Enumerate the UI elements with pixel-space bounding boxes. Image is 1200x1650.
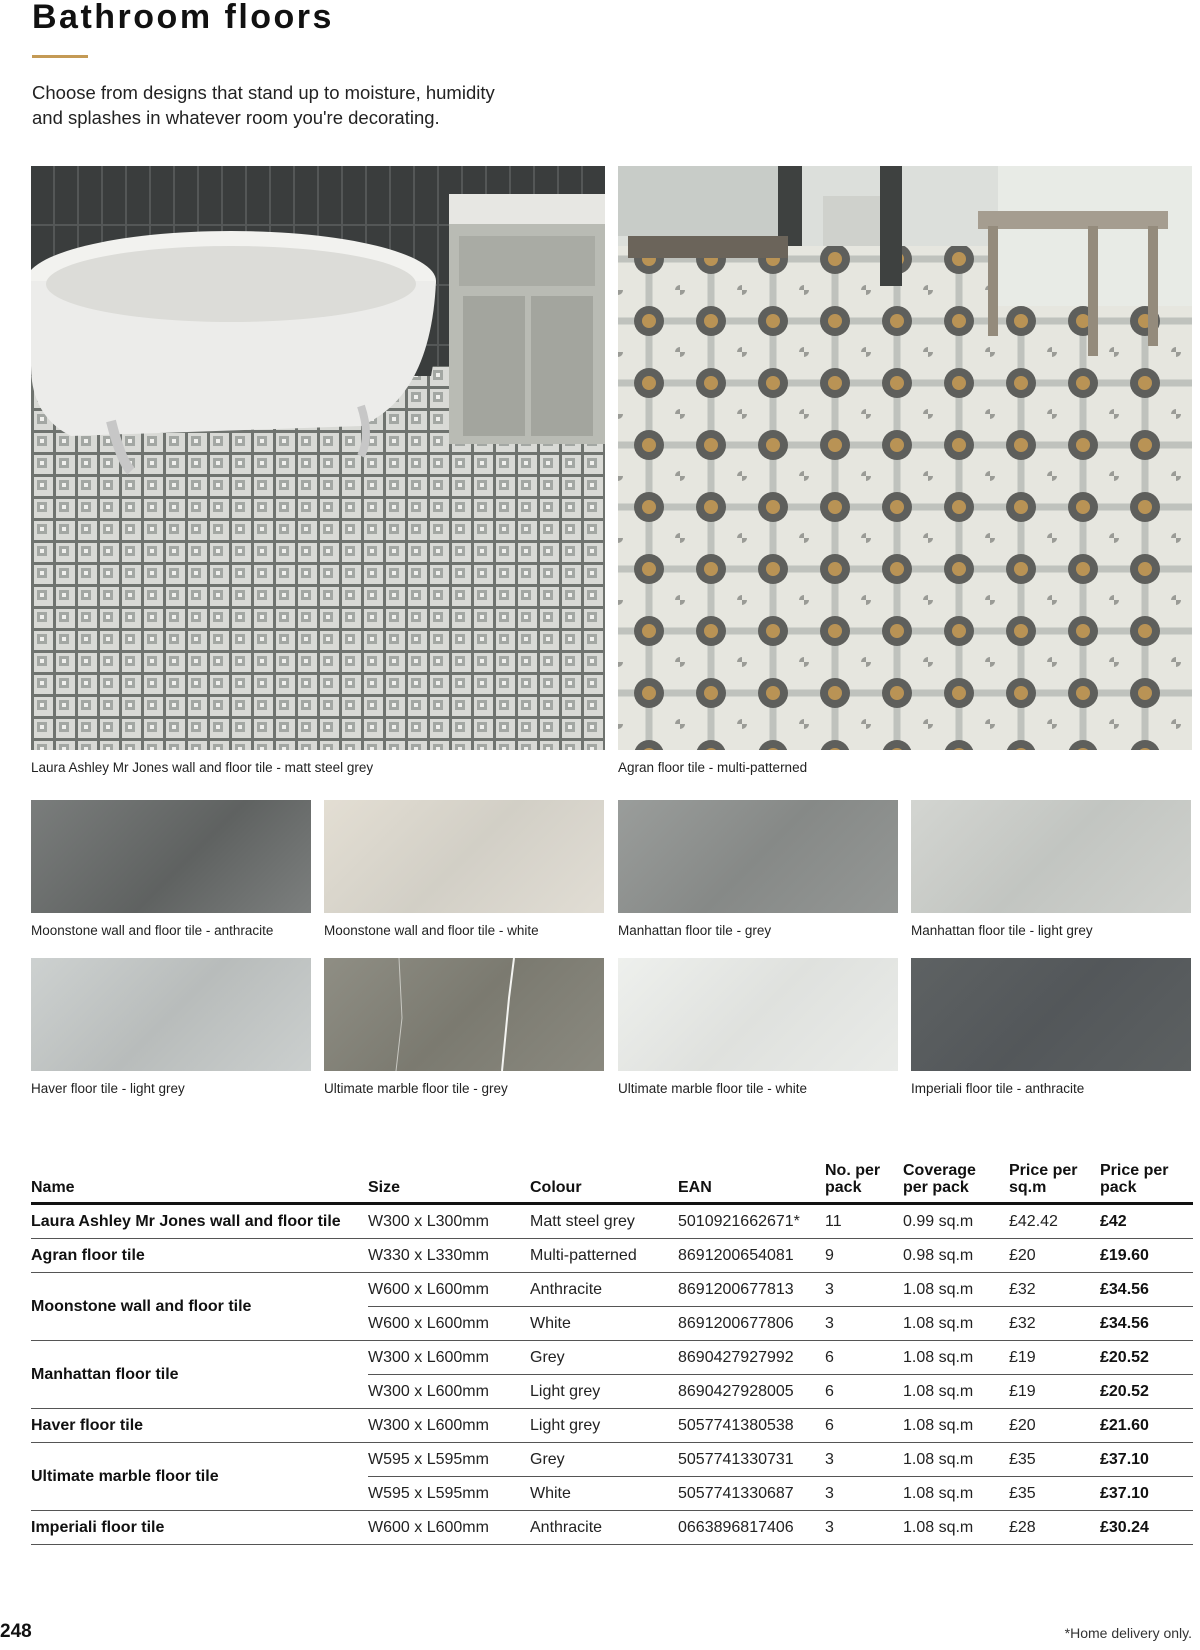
cell-colour: Grey — [530, 1341, 678, 1375]
cell-colour: Anthracite — [530, 1511, 678, 1545]
cell-per-pack: 3 — [825, 1307, 903, 1341]
cell-price-pack: £42 — [1100, 1204, 1193, 1239]
cell-coverage: 1.08 sq.m — [903, 1511, 1009, 1545]
cell-ean: 5010921662671* — [678, 1204, 825, 1239]
swatch-ultimate-marble-grey — [324, 958, 604, 1071]
cell-ean: 0663896817406 — [678, 1511, 825, 1545]
cell-price-sqm: £20 — [1009, 1409, 1100, 1443]
swatch-haver-light-grey — [31, 958, 311, 1071]
intro-text — [32, 80, 632, 130]
cell-price-pack: £20.52 — [1100, 1341, 1193, 1375]
cell-coverage: 1.08 sq.m — [903, 1477, 1009, 1511]
cell-per-pack: 6 — [825, 1409, 903, 1443]
cell-price-sqm: £32 — [1009, 1273, 1100, 1307]
table-row — [31, 1341, 1193, 1375]
cell-name: Manhattan floor tile — [31, 1341, 368, 1409]
cell-per-pack: 6 — [825, 1341, 903, 1375]
cell-name: Laura Ashley Mr Jones wall and floor tile — [31, 1204, 368, 1239]
photo-agran-hallway — [618, 166, 1192, 750]
cell-name: Ultimate marble floor tile — [31, 1443, 368, 1511]
cell-price-sqm: £20 — [1009, 1239, 1100, 1273]
cell-price-pack: £34.56 — [1100, 1273, 1193, 1307]
cell-price-pack: £30.24 — [1100, 1511, 1193, 1545]
cell-price-pack: £21.60 — [1100, 1409, 1193, 1443]
cell-price-sqm: £35 — [1009, 1443, 1100, 1477]
header-line: sq.m — [1009, 1179, 1047, 1196]
cell-per-pack: 3 — [825, 1477, 903, 1511]
cell-coverage: 1.08 sq.m — [903, 1409, 1009, 1443]
cell-price-sqm: £32 — [1009, 1307, 1100, 1341]
photo-mr-jones-bathroom — [31, 166, 605, 750]
cell-per-pack: 3 — [825, 1511, 903, 1545]
header-line: Coverage — [903, 1162, 976, 1179]
swatch-imperiali-anthracite — [911, 958, 1191, 1071]
cell-ean: 8690427927992 — [678, 1341, 825, 1375]
cell-price-pack: £19.60 — [1100, 1239, 1193, 1273]
cell-price-pack: £37.10 — [1100, 1477, 1193, 1511]
swatch-caption: Ultimate marble floor tile - white — [618, 1081, 808, 1096]
col-header-coverage — [903, 1162, 1009, 1204]
header-line: Price per — [1100, 1162, 1169, 1179]
bathroom-image — [31, 166, 605, 750]
swatch-manhattan-grey — [618, 800, 898, 913]
cell-per-pack: 3 — [825, 1273, 903, 1307]
swatch-manhattan-light-grey — [911, 800, 1191, 913]
cell-coverage: 0.98 sq.m — [903, 1239, 1009, 1273]
cell-colour: Light grey — [530, 1409, 678, 1443]
cell-ean: 5057741330687 — [678, 1477, 825, 1511]
col-header-ean: EAN — [678, 1162, 825, 1204]
cell-size: W300 x L600mm — [368, 1341, 530, 1375]
footnote: *Home delivery only. — [1064, 1625, 1192, 1641]
table-row — [31, 1204, 1193, 1239]
title-accent-rule — [32, 55, 88, 58]
hallway-image — [618, 166, 1192, 750]
cell-ean: 8691200654081 — [678, 1239, 825, 1273]
col-header-colour: Colour — [530, 1162, 678, 1204]
cell-coverage: 1.08 sq.m — [903, 1307, 1009, 1341]
table-row — [31, 1443, 1193, 1477]
col-header-name: Name — [31, 1162, 368, 1204]
col-header-no-per-pack — [825, 1162, 903, 1204]
cell-ean: 8690427928005 — [678, 1375, 825, 1409]
table-row — [31, 1409, 1193, 1443]
photo-caption-mr-jones: Laura Ashley Mr Jones wall and floor tile - matt steel grey — [31, 760, 374, 775]
cell-price-pack: £34.56 — [1100, 1307, 1193, 1341]
cell-coverage: 1.08 sq.m — [903, 1443, 1009, 1477]
cell-price-sqm: £28 — [1009, 1511, 1100, 1545]
cell-size: W300 x L600mm — [368, 1409, 530, 1443]
swatch-caption: Moonstone wall and floor tile - anthracite — [31, 923, 274, 938]
cell-price-pack: £37.10 — [1100, 1443, 1193, 1477]
cell-colour: Light grey — [530, 1375, 678, 1409]
cell-name: Imperiali floor tile — [31, 1511, 368, 1545]
cell-coverage: 1.08 sq.m — [903, 1273, 1009, 1307]
cell-colour: White — [530, 1307, 678, 1341]
cell-colour: Grey — [530, 1443, 678, 1477]
cell-size: W330 x L330mm — [368, 1239, 530, 1273]
page-number: 248 — [0, 1621, 32, 1642]
table-row — [31, 1511, 1193, 1545]
cell-ean: 8691200677806 — [678, 1307, 825, 1341]
cell-coverage: 1.08 sq.m — [903, 1375, 1009, 1409]
col-header-price-sqm — [1009, 1162, 1100, 1204]
cell-price-sqm: £19 — [1009, 1341, 1100, 1375]
col-header-price-pack — [1100, 1162, 1193, 1204]
swatch-moonstone-white — [324, 800, 604, 913]
cell-size: W300 x L300mm — [368, 1204, 530, 1239]
col-header-size: Size — [368, 1162, 530, 1204]
page-title: Bathroom floors — [32, 0, 334, 36]
cell-size: W300 x L600mm — [368, 1375, 530, 1409]
cell-price-sqm: £42.42 — [1009, 1204, 1100, 1239]
cell-colour: Matt steel grey — [530, 1204, 678, 1239]
swatch-caption: Moonstone wall and floor tile - white — [324, 923, 539, 938]
cell-per-pack: 6 — [825, 1375, 903, 1409]
photo-caption-agran: Agran floor tile - multi-patterned — [618, 760, 808, 775]
cell-price-sqm: £35 — [1009, 1477, 1100, 1511]
cell-name: Moonstone wall and floor tile — [31, 1273, 368, 1341]
intro-line-2: and splashes in whatever room you're decorating. — [32, 107, 440, 128]
swatch-caption: Manhattan floor tile - grey — [618, 923, 772, 938]
table-row — [31, 1273, 1193, 1307]
header-line: per pack — [903, 1179, 969, 1196]
cell-size: W595 x L595mm — [368, 1443, 530, 1477]
intro-line-1: Choose from designs that stand up to moisture, humidity — [32, 82, 495, 103]
header-line: No. per — [825, 1162, 881, 1179]
product-spec-table — [31, 1162, 1193, 1545]
cell-colour: Multi-patterned — [530, 1239, 678, 1273]
swatch-caption: Imperiali floor tile - anthracite — [911, 1081, 1085, 1096]
cell-colour: White — [530, 1477, 678, 1511]
swatch-moonstone-anthracite — [31, 800, 311, 913]
marble-vein — [324, 958, 604, 1071]
cell-ean: 8691200677813 — [678, 1273, 825, 1307]
cell-price-sqm: £19 — [1009, 1375, 1100, 1409]
swatch-caption: Manhattan floor tile - light grey — [911, 923, 1093, 938]
cell-colour: Anthracite — [530, 1273, 678, 1307]
cell-price-pack: £20.52 — [1100, 1375, 1193, 1409]
cell-name: Haver floor tile — [31, 1409, 368, 1443]
table-header-row — [31, 1162, 1193, 1204]
cell-size: W600 x L600mm — [368, 1511, 530, 1545]
header-line: Price per — [1009, 1162, 1078, 1179]
cell-size: W600 x L600mm — [368, 1307, 530, 1341]
header-line: pack — [825, 1179, 862, 1196]
cell-size: W595 x L595mm — [368, 1477, 530, 1511]
swatch-ultimate-marble-white — [618, 958, 898, 1071]
cell-per-pack: 11 — [825, 1204, 903, 1239]
cell-coverage: 1.08 sq.m — [903, 1341, 1009, 1375]
swatch-caption: Haver floor tile - light grey — [31, 1081, 185, 1096]
cell-size: W600 x L600mm — [368, 1273, 530, 1307]
swatch-caption: Ultimate marble floor tile - grey — [324, 1081, 508, 1096]
cell-name: Agran floor tile — [31, 1239, 368, 1273]
cell-per-pack: 3 — [825, 1443, 903, 1477]
header-line: pack — [1100, 1179, 1137, 1196]
cell-ean: 5057741380538 — [678, 1409, 825, 1443]
table-row — [31, 1239, 1193, 1273]
cell-coverage: 0.99 sq.m — [903, 1204, 1009, 1239]
cell-per-pack: 9 — [825, 1239, 903, 1273]
cell-ean: 5057741330731 — [678, 1443, 825, 1477]
